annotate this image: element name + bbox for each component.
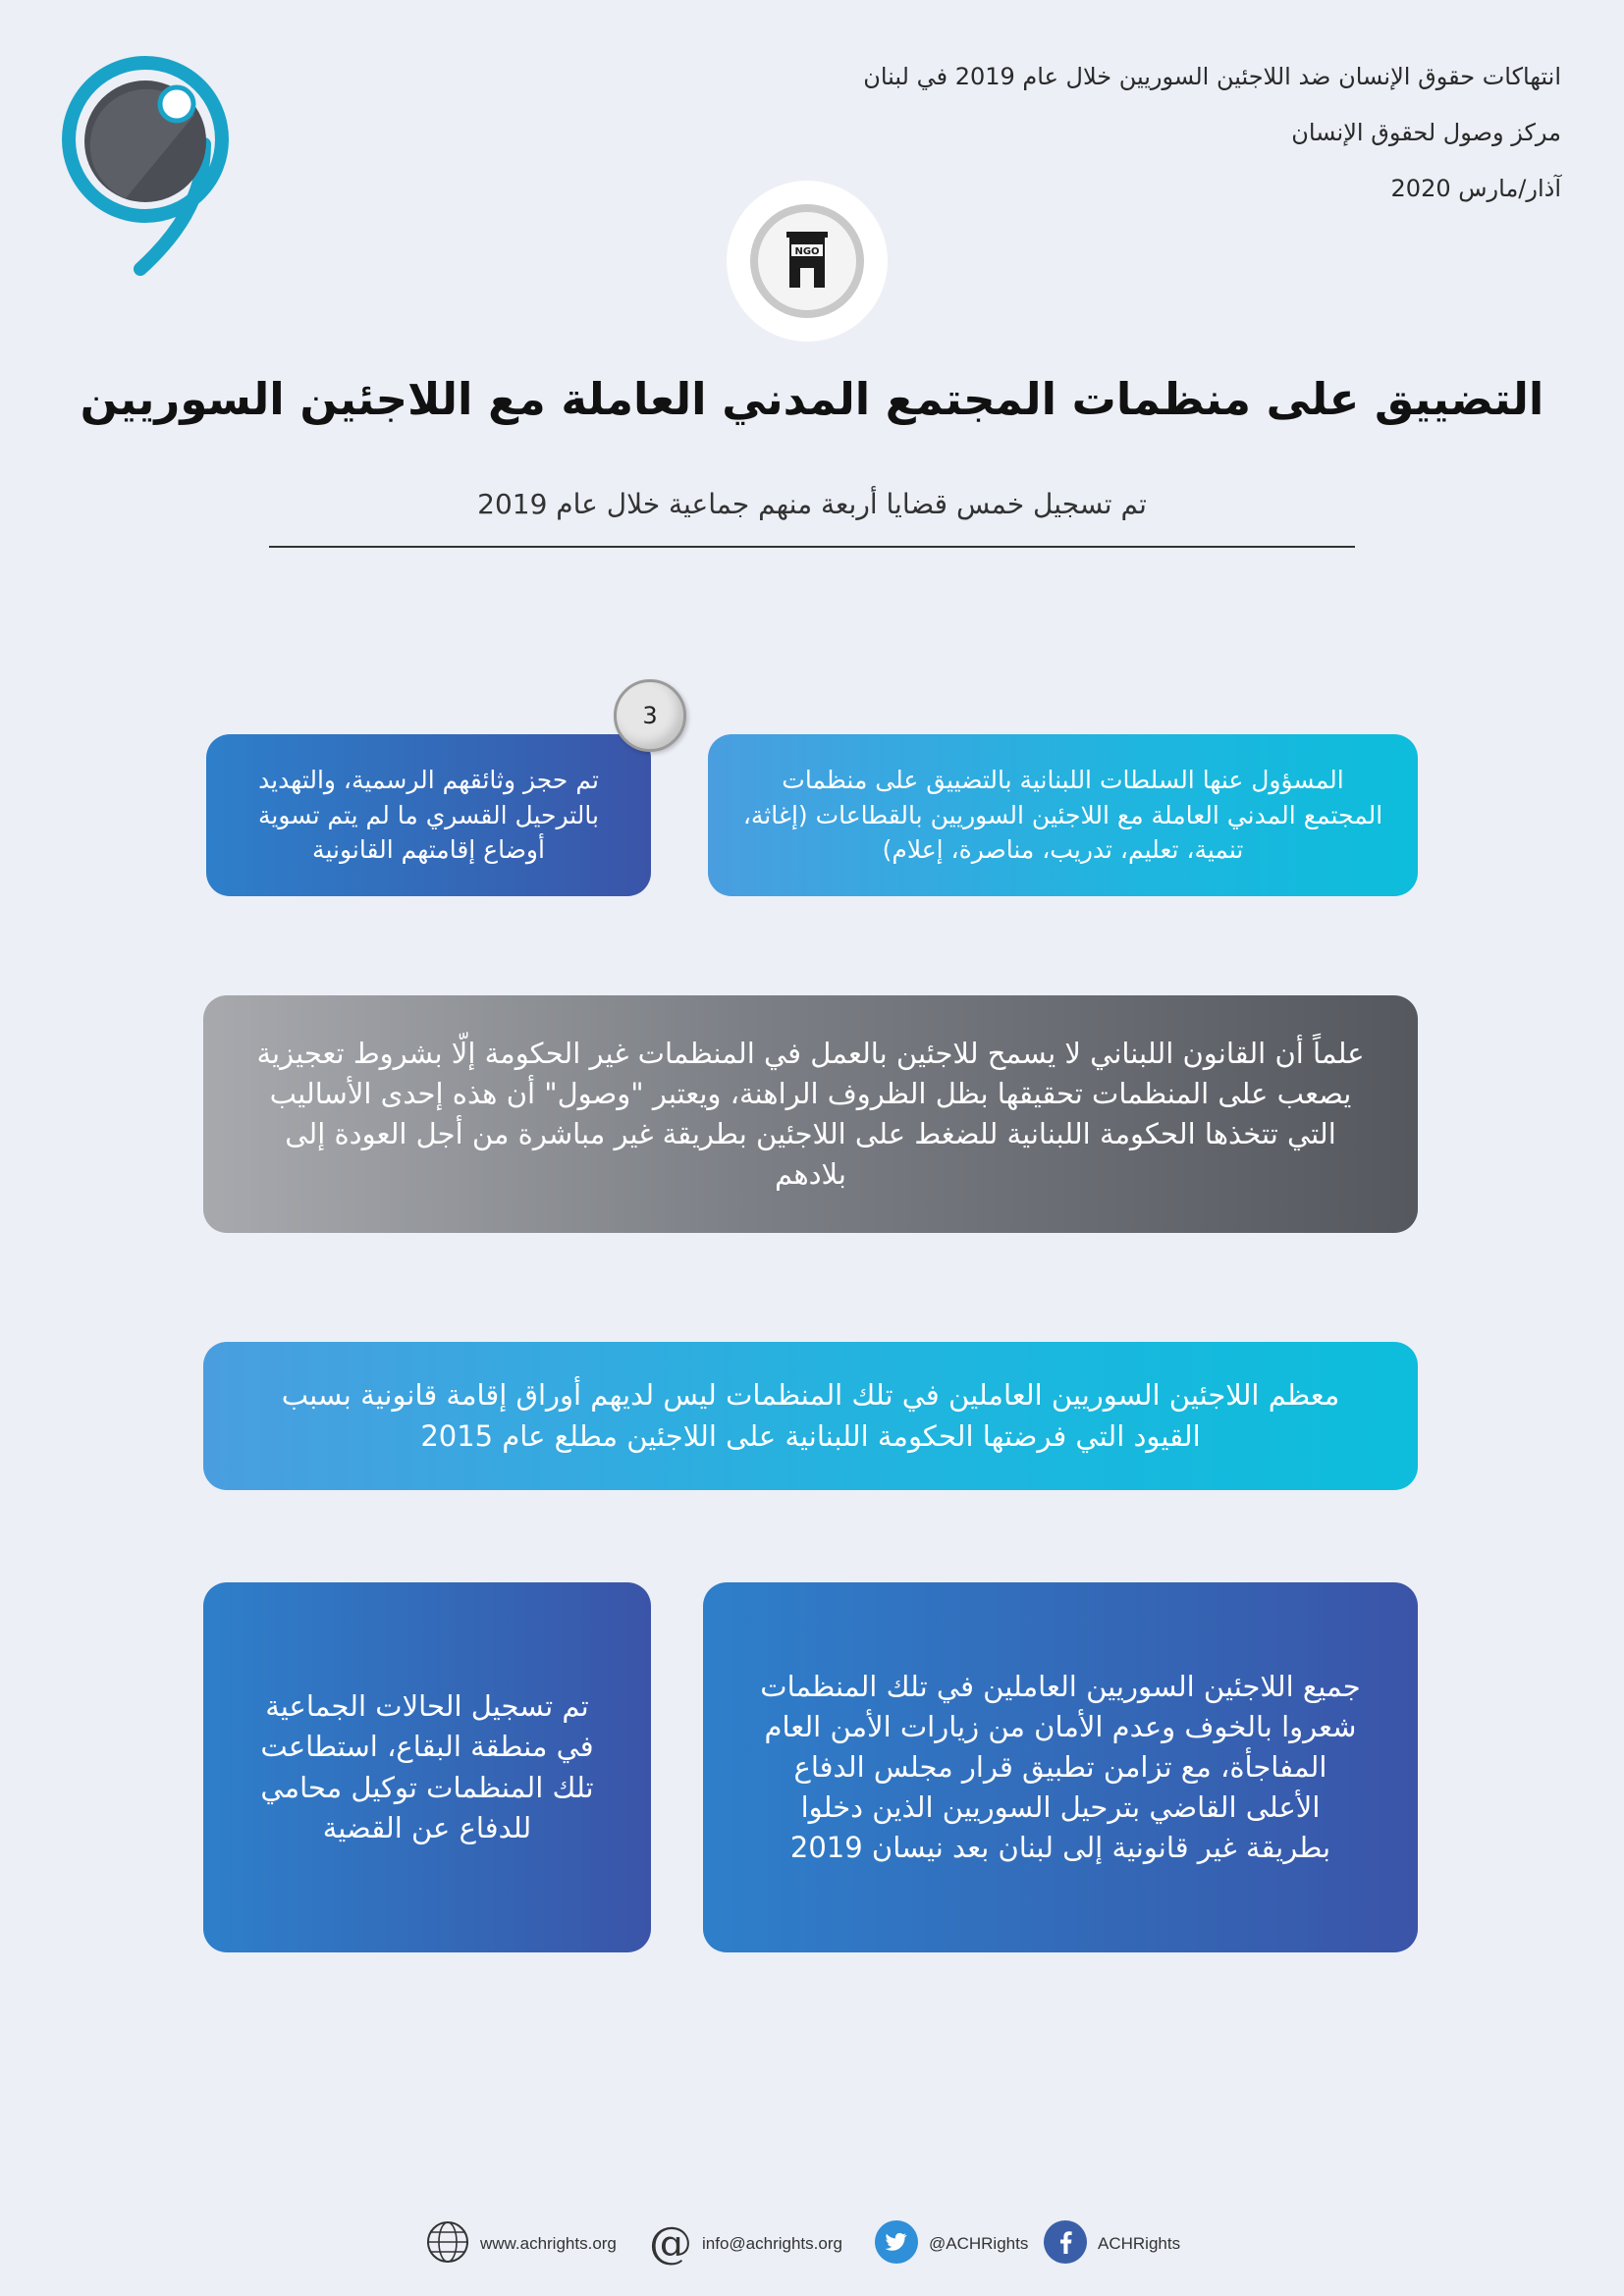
organization-logo — [57, 51, 234, 277]
facebook-icon — [1043, 2219, 1088, 2269]
fear-security-box — [703, 1582, 1418, 1952]
ngo-label: NGO — [794, 246, 820, 257]
footer-twitter[interactable] — [874, 2220, 1028, 2268]
page-title: التضييق على منظمات المجتمع المدني العاملة مع اللاجئين السوريين — [80, 373, 1544, 425]
page-subtitle: تم تسجيل خمس قضايا أربعة منهم جماعية خلال عام 2019 — [477, 488, 1147, 520]
footer-email[interactable] — [649, 2220, 842, 2268]
documents-seized-text: تم حجز وثائقهم الرسمية، والتهديد بالترحيل القسري ما لم يتم تسوية أوضاع إقامتهم القانونية — [257, 766, 599, 865]
website-link[interactable]: www.achrights.org — [480, 2234, 617, 2253]
title-divider — [269, 546, 1355, 548]
bekaa-cases-box — [203, 1582, 651, 1952]
twitter-handle[interactable]: @ACHRights — [929, 2234, 1029, 2253]
case-number-badge: 3 — [614, 679, 686, 752]
at-sign-icon: @ — [649, 2218, 692, 2269]
lebanese-law-text: علماً أن القانون اللبناني لا يسمح للاجئين بالعمل في المنظمات غير الحكومة إلّا بشروط تعجيزية يصعب على المنظمات تحقيقها بظل الظروف الراهنة، ويعتبر "وصول" أن هذه إحدى الأساليب التي تتخذها الحكومة اللبنانية للضغط على اللاجئين بطريقة غير مباشرة من أجل العودة إلى بلادهم — [256, 1036, 1365, 1192]
email-link[interactable]: info@achrights.org — [702, 2234, 842, 2253]
facebook-handle[interactable]: ACHRights — [1098, 2234, 1181, 2253]
residency-papers-box — [203, 1342, 1418, 1490]
ngo-building-icon — [724, 178, 891, 345]
globe-icon — [425, 2219, 470, 2269]
footer-facebook[interactable] — [1043, 2220, 1180, 2268]
footer-website[interactable] — [425, 2220, 617, 2268]
documents-seized-box — [206, 734, 651, 896]
bekaa-cases-text: تم تسجيل الحالات الجماعية في منطقة البقاع، استطاعت تلك المنظمات توكيل محامي للدفاع عن القضية — [260, 1689, 594, 1844]
twitter-icon — [874, 2219, 919, 2269]
fear-security-text: جميع اللاجئين السوريين العاملين في تلك المنظمات شعروا بالخوف وعدم الأمان من زيارات الأمن العام المفاجأة، مع تزامن تطبيق قرار مجلس الدفاع الأعلى القاضي بترحيل السوريين الذين دخلوا بطريقة غير قانونية إلى لبنان بعد نيسان 2019 — [760, 1669, 1361, 1865]
report-title: انتهاكات حقوق الإنسان ضد اللاجئين السوريين خلال عام 2019 في لبنان — [863, 63, 1561, 90]
lebanese-law-box — [203, 995, 1418, 1233]
responsible-authority-box — [708, 734, 1418, 896]
report-date: آذار/مارس 2020 — [1390, 175, 1561, 202]
organization-name: مركز وصول لحقوق الإنسان — [1291, 119, 1561, 146]
residency-papers-text: معظم اللاجئين السوريين العاملين في تلك المنظمات ليس لديهم أوراق إقامة قانونية بسبب القيود التي فرضتها الحكومة اللبنانية على اللاجئين مطلع عام 2015 — [281, 1378, 1340, 1453]
responsible-authority-text: المسؤول عنها السلطات اللبنانية بالتضييق على منظمات المجتمع المدني العاملة مع اللاجئين السوريين بالقطاعات (إغاثة، تنمية، تعليم، تدريب، مناصرة، إعلام) — [742, 766, 1383, 865]
